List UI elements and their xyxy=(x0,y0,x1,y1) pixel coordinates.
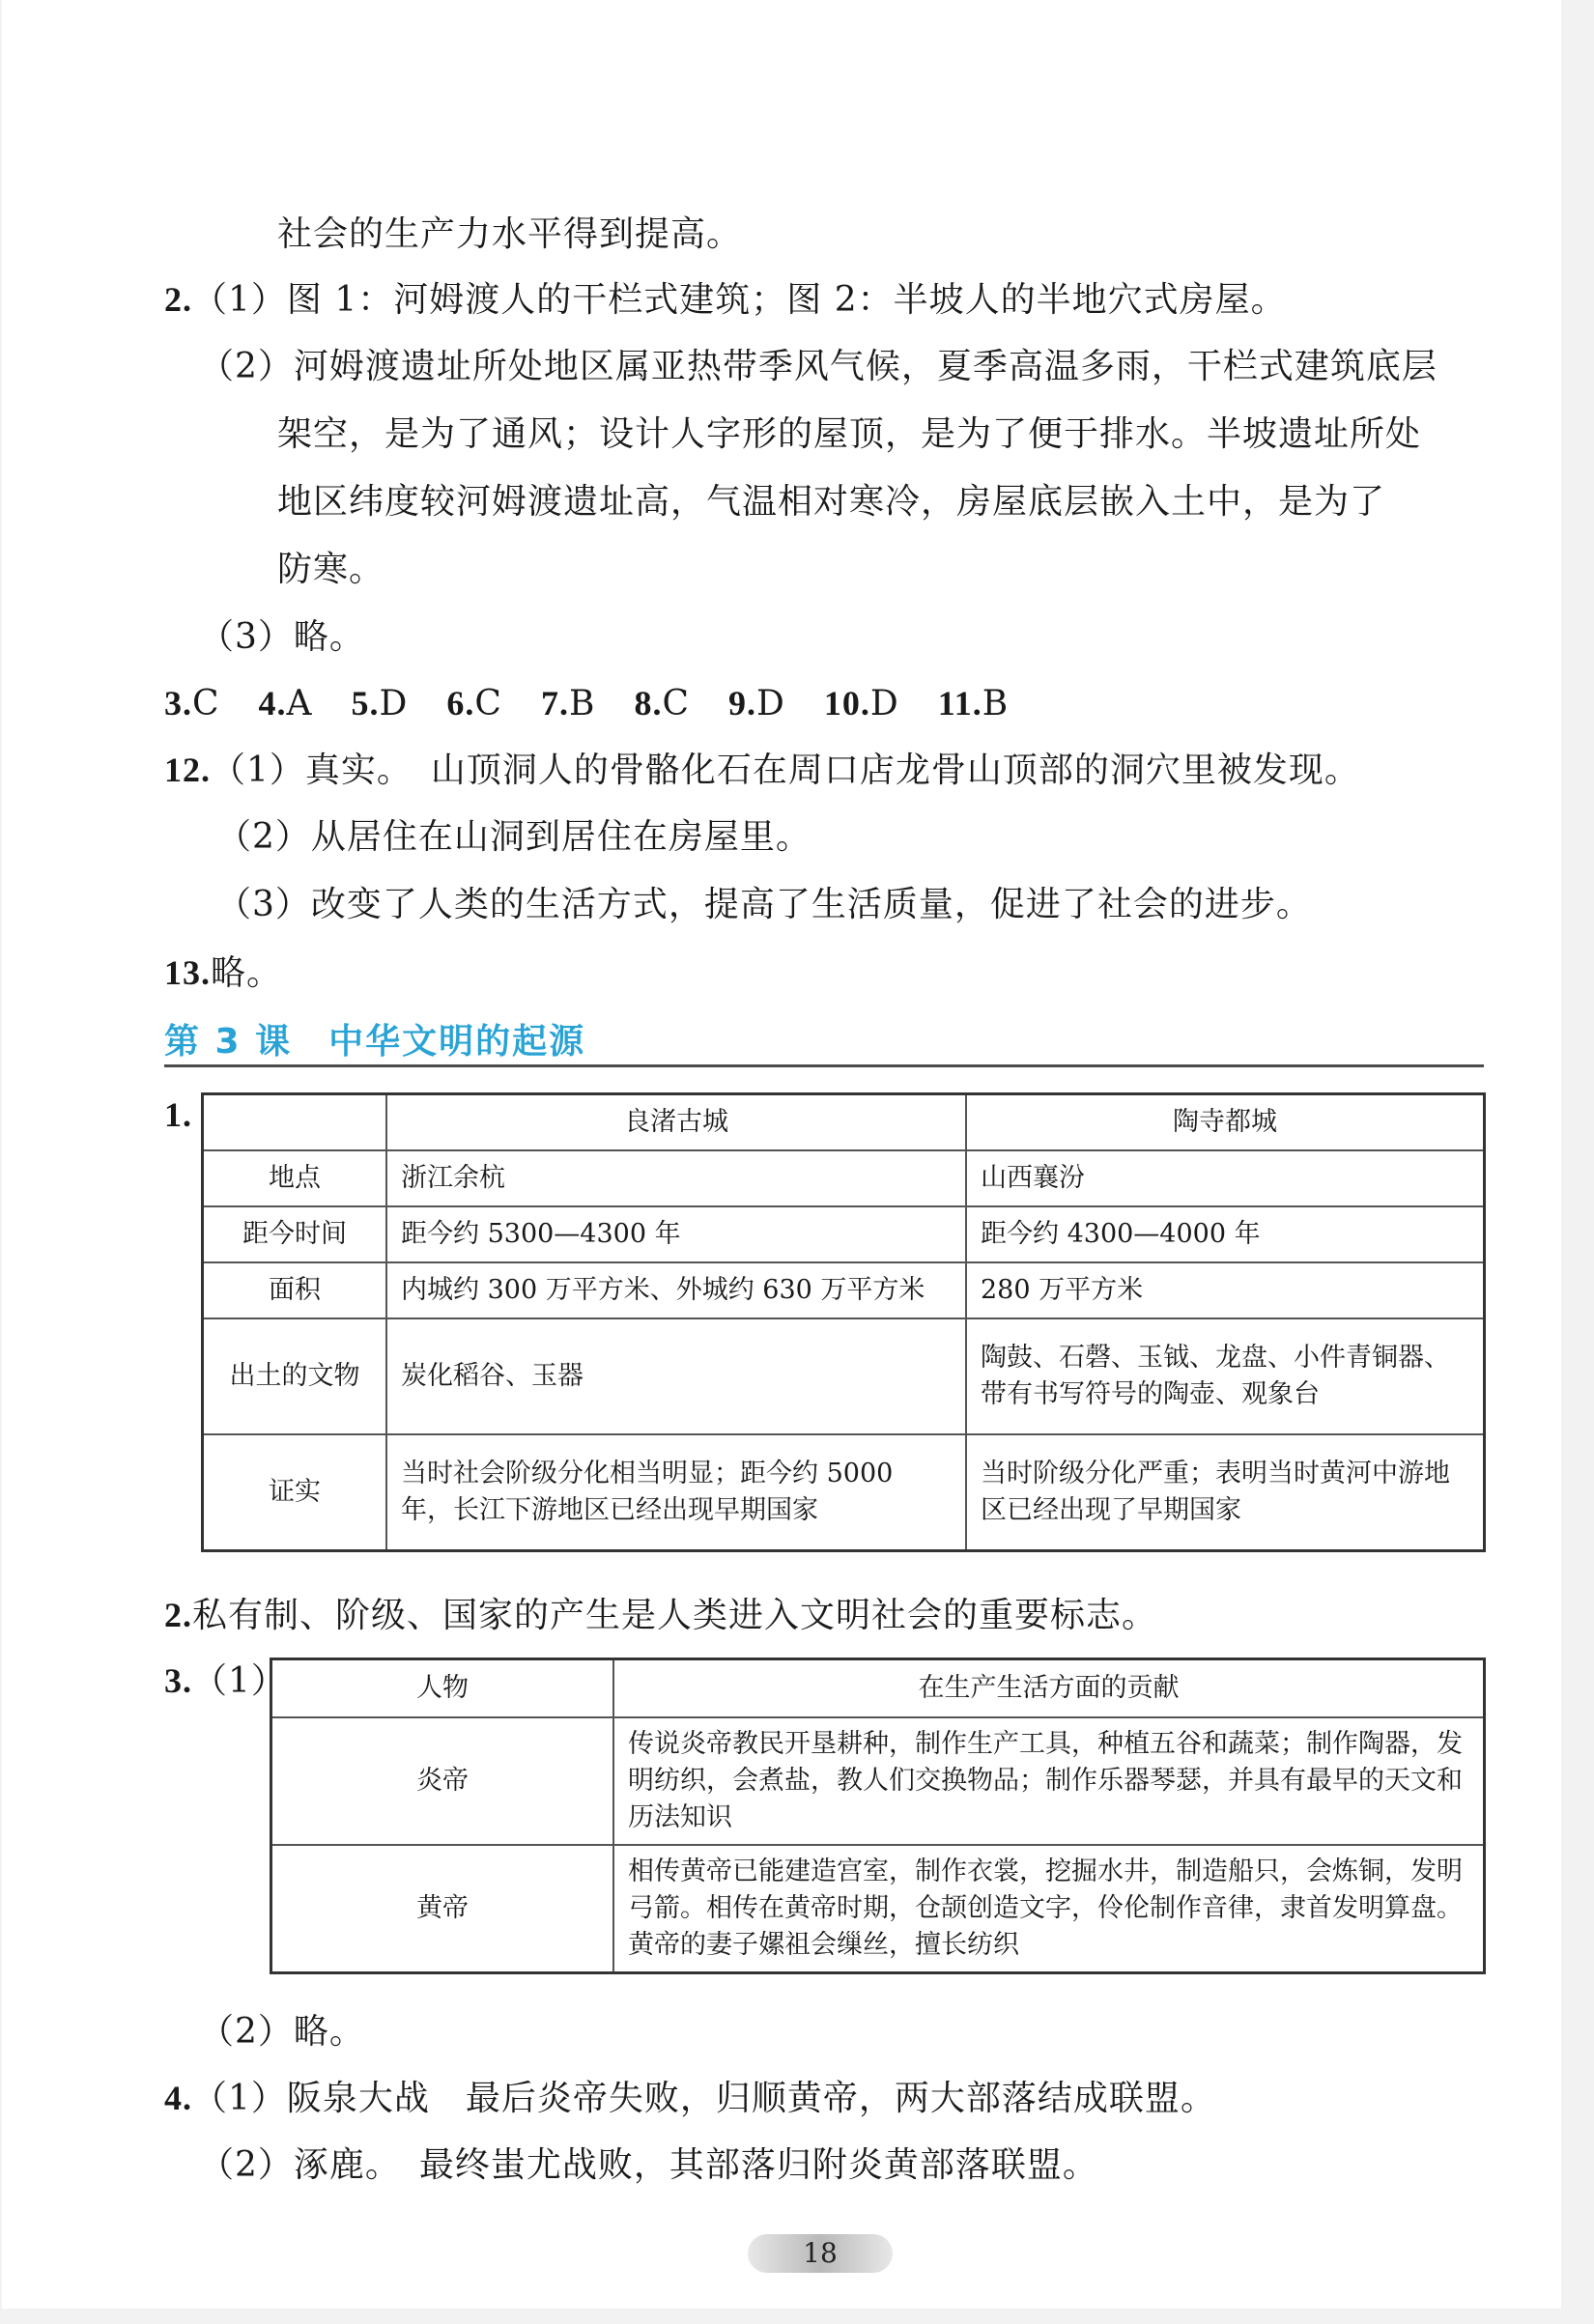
mc-item: 5.D xyxy=(351,684,409,723)
table-cell: 当时社会阶级分化相当明显；距今约 5000 年，长江下游地区已经出现早期国家 xyxy=(386,1434,966,1551)
table-cell: 距今约 5300—4300 年 xyxy=(386,1206,966,1262)
table-row xyxy=(203,1262,1485,1318)
table-cell: 浙江余杭 xyxy=(386,1150,966,1206)
multiple-choice-answers xyxy=(164,682,1009,725)
table-cell: 280 万平方米 xyxy=(966,1262,1485,1318)
section-question-3-part-2: （2）略。 xyxy=(199,2012,365,2052)
page xyxy=(2,0,1561,2309)
table-row xyxy=(203,1206,1485,1262)
question-number: 2. xyxy=(164,280,192,319)
row-label: 距今时间 xyxy=(203,1206,387,1262)
table-cell: 当时阶级分化严重；表明当时黄河中游地区已经出现了早期国家 xyxy=(966,1434,1485,1551)
contribution-table xyxy=(270,1658,1486,1974)
table-header-row xyxy=(203,1094,1485,1151)
table-header-cell: 陶寺都城 xyxy=(966,1094,1485,1151)
mc-item: 10.D xyxy=(823,684,899,723)
mc-item: 4.A xyxy=(258,684,313,723)
table-cell: 传说炎帝教民开垦耕种，制作生产工具，种植五谷和蔬菜；制作陶器，发明纺织，会煮盐，教人们交换物品；制作乐器琴瑟，并具有最早的天文和历法知识 xyxy=(613,1717,1485,1845)
question-number: 12. xyxy=(164,751,211,789)
row-label: 证实 xyxy=(203,1434,387,1551)
section-question-3-label xyxy=(164,1659,287,1703)
mc-item: 3.C xyxy=(164,684,220,723)
answer-text: （1）真实。 山顶洞人的骨骼化石在周口店龙骨山顶部的洞穴里被发现。 xyxy=(211,751,1360,790)
section-question-2 xyxy=(164,1594,1157,1637)
row-label: 面积 xyxy=(203,1262,387,1318)
page-number: 18 xyxy=(748,2234,893,2273)
section-question-4-part-2: （2）涿鹿。 最终蚩尤战败，其部落归附炎黄部落联盟。 xyxy=(199,2145,1098,2185)
question-number: 3. xyxy=(164,1661,192,1700)
table-cell: 距今约 4300—4000 年 xyxy=(966,1206,1485,1262)
question-13 xyxy=(164,951,282,995)
question-number: 13. xyxy=(164,953,211,992)
section-divider xyxy=(164,1064,1484,1067)
section-question-1-number: 1. xyxy=(164,1095,192,1134)
answer-text: 私有制、阶级、国家的产生是人类进入文明社会的重要标志。 xyxy=(192,1596,1158,1635)
table-row xyxy=(271,1845,1485,1973)
comparison-table xyxy=(201,1092,1486,1552)
row-label: 黄帝 xyxy=(271,1845,614,1973)
question-2-part-1 xyxy=(164,278,1287,322)
table-cell: 炭化稻谷、玉器 xyxy=(386,1318,966,1434)
mc-item: 8.C xyxy=(634,684,690,723)
question-number: 2. xyxy=(164,1596,192,1634)
mc-item: 11.B xyxy=(937,684,1010,723)
row-label: 炎帝 xyxy=(271,1717,614,1845)
section-title: 第 3 课 中华文明的起源 xyxy=(164,1022,586,1062)
section-question-4-part-1 xyxy=(164,2077,1216,2120)
sub-part-label: （1） xyxy=(192,1661,287,1701)
question-number: 4. xyxy=(164,2079,192,2117)
table-header-cell: 在生产生活方面的贡献 xyxy=(613,1659,1485,1718)
table-row xyxy=(203,1318,1485,1434)
question-12-part-1 xyxy=(164,749,1360,792)
mc-item: 6.C xyxy=(446,684,502,723)
mc-item: 9.D xyxy=(727,684,785,723)
question-12-part-2: （2）从居住在山洞到居住在房屋里。 xyxy=(216,817,811,857)
table-header-cell: 人物 xyxy=(271,1659,614,1718)
table-header-row xyxy=(271,1659,1485,1718)
table-row xyxy=(203,1434,1485,1551)
question-2-part-2-line-4: 防寒。 xyxy=(277,550,385,589)
table-row xyxy=(271,1717,1485,1845)
row-label: 地点 xyxy=(203,1150,387,1206)
table-header-cell xyxy=(203,1094,387,1151)
answer-text: （1）阪泉大战 最后炎帝失败，归顺黄帝，两大部落结成联盟。 xyxy=(192,2079,1216,2118)
mc-item: 7.B xyxy=(540,684,596,723)
table-cell: 内城约 300 万平方米、外城约 630 万平方米 xyxy=(386,1262,966,1318)
table-header-cell: 良渚古城 xyxy=(386,1094,966,1151)
table-cell: 山西襄汾 xyxy=(966,1150,1485,1206)
table-cell: 陶鼓、石磬、玉钺、龙盘、小件青铜器、带有书写符号的陶壶、观象台 xyxy=(966,1318,1485,1434)
question-2-part-3: （3）略。 xyxy=(199,617,365,657)
row-label: 出土的文物 xyxy=(203,1318,387,1434)
table-row xyxy=(203,1150,1485,1206)
question-2-part-2-line-2: 架空，是为了通风；设计人字形的屋顶，是为了便于排水。半坡遗址所处 xyxy=(277,414,1422,454)
table-cell: 相传黄帝已能建造宫室，制作衣裳，挖掘水井，制造船只，会炼铜，发明弓箭。相传在黄帝时期，仓颉创造文字，伶伦制作音律，隶首发明算盘。黄帝的妻子嫘祖会缫丝，擅长纺织 xyxy=(613,1845,1485,1973)
question-12-part-3: （3）改变了人类的生活方式，提高了生活质量，促进了社会的进步。 xyxy=(216,885,1312,924)
continuation-line: 社会的生产力水平得到提高。 xyxy=(277,214,743,254)
question-2-part-2-line-1: （2）河姆渡遗址所处地区属亚热带季风气候，夏季高温多雨，干栏式建筑底层 xyxy=(199,347,1437,386)
answer-text: 略。 xyxy=(211,953,283,993)
answer-text: （1）图 1：河姆渡人的干栏式建筑；图 2：半坡人的半地穴式房屋。 xyxy=(192,280,1287,320)
question-2-part-2-line-3: 地区纬度较河姆渡遗址高，气温相对寒冷，房屋底层嵌入土中，是为了 xyxy=(277,482,1386,522)
